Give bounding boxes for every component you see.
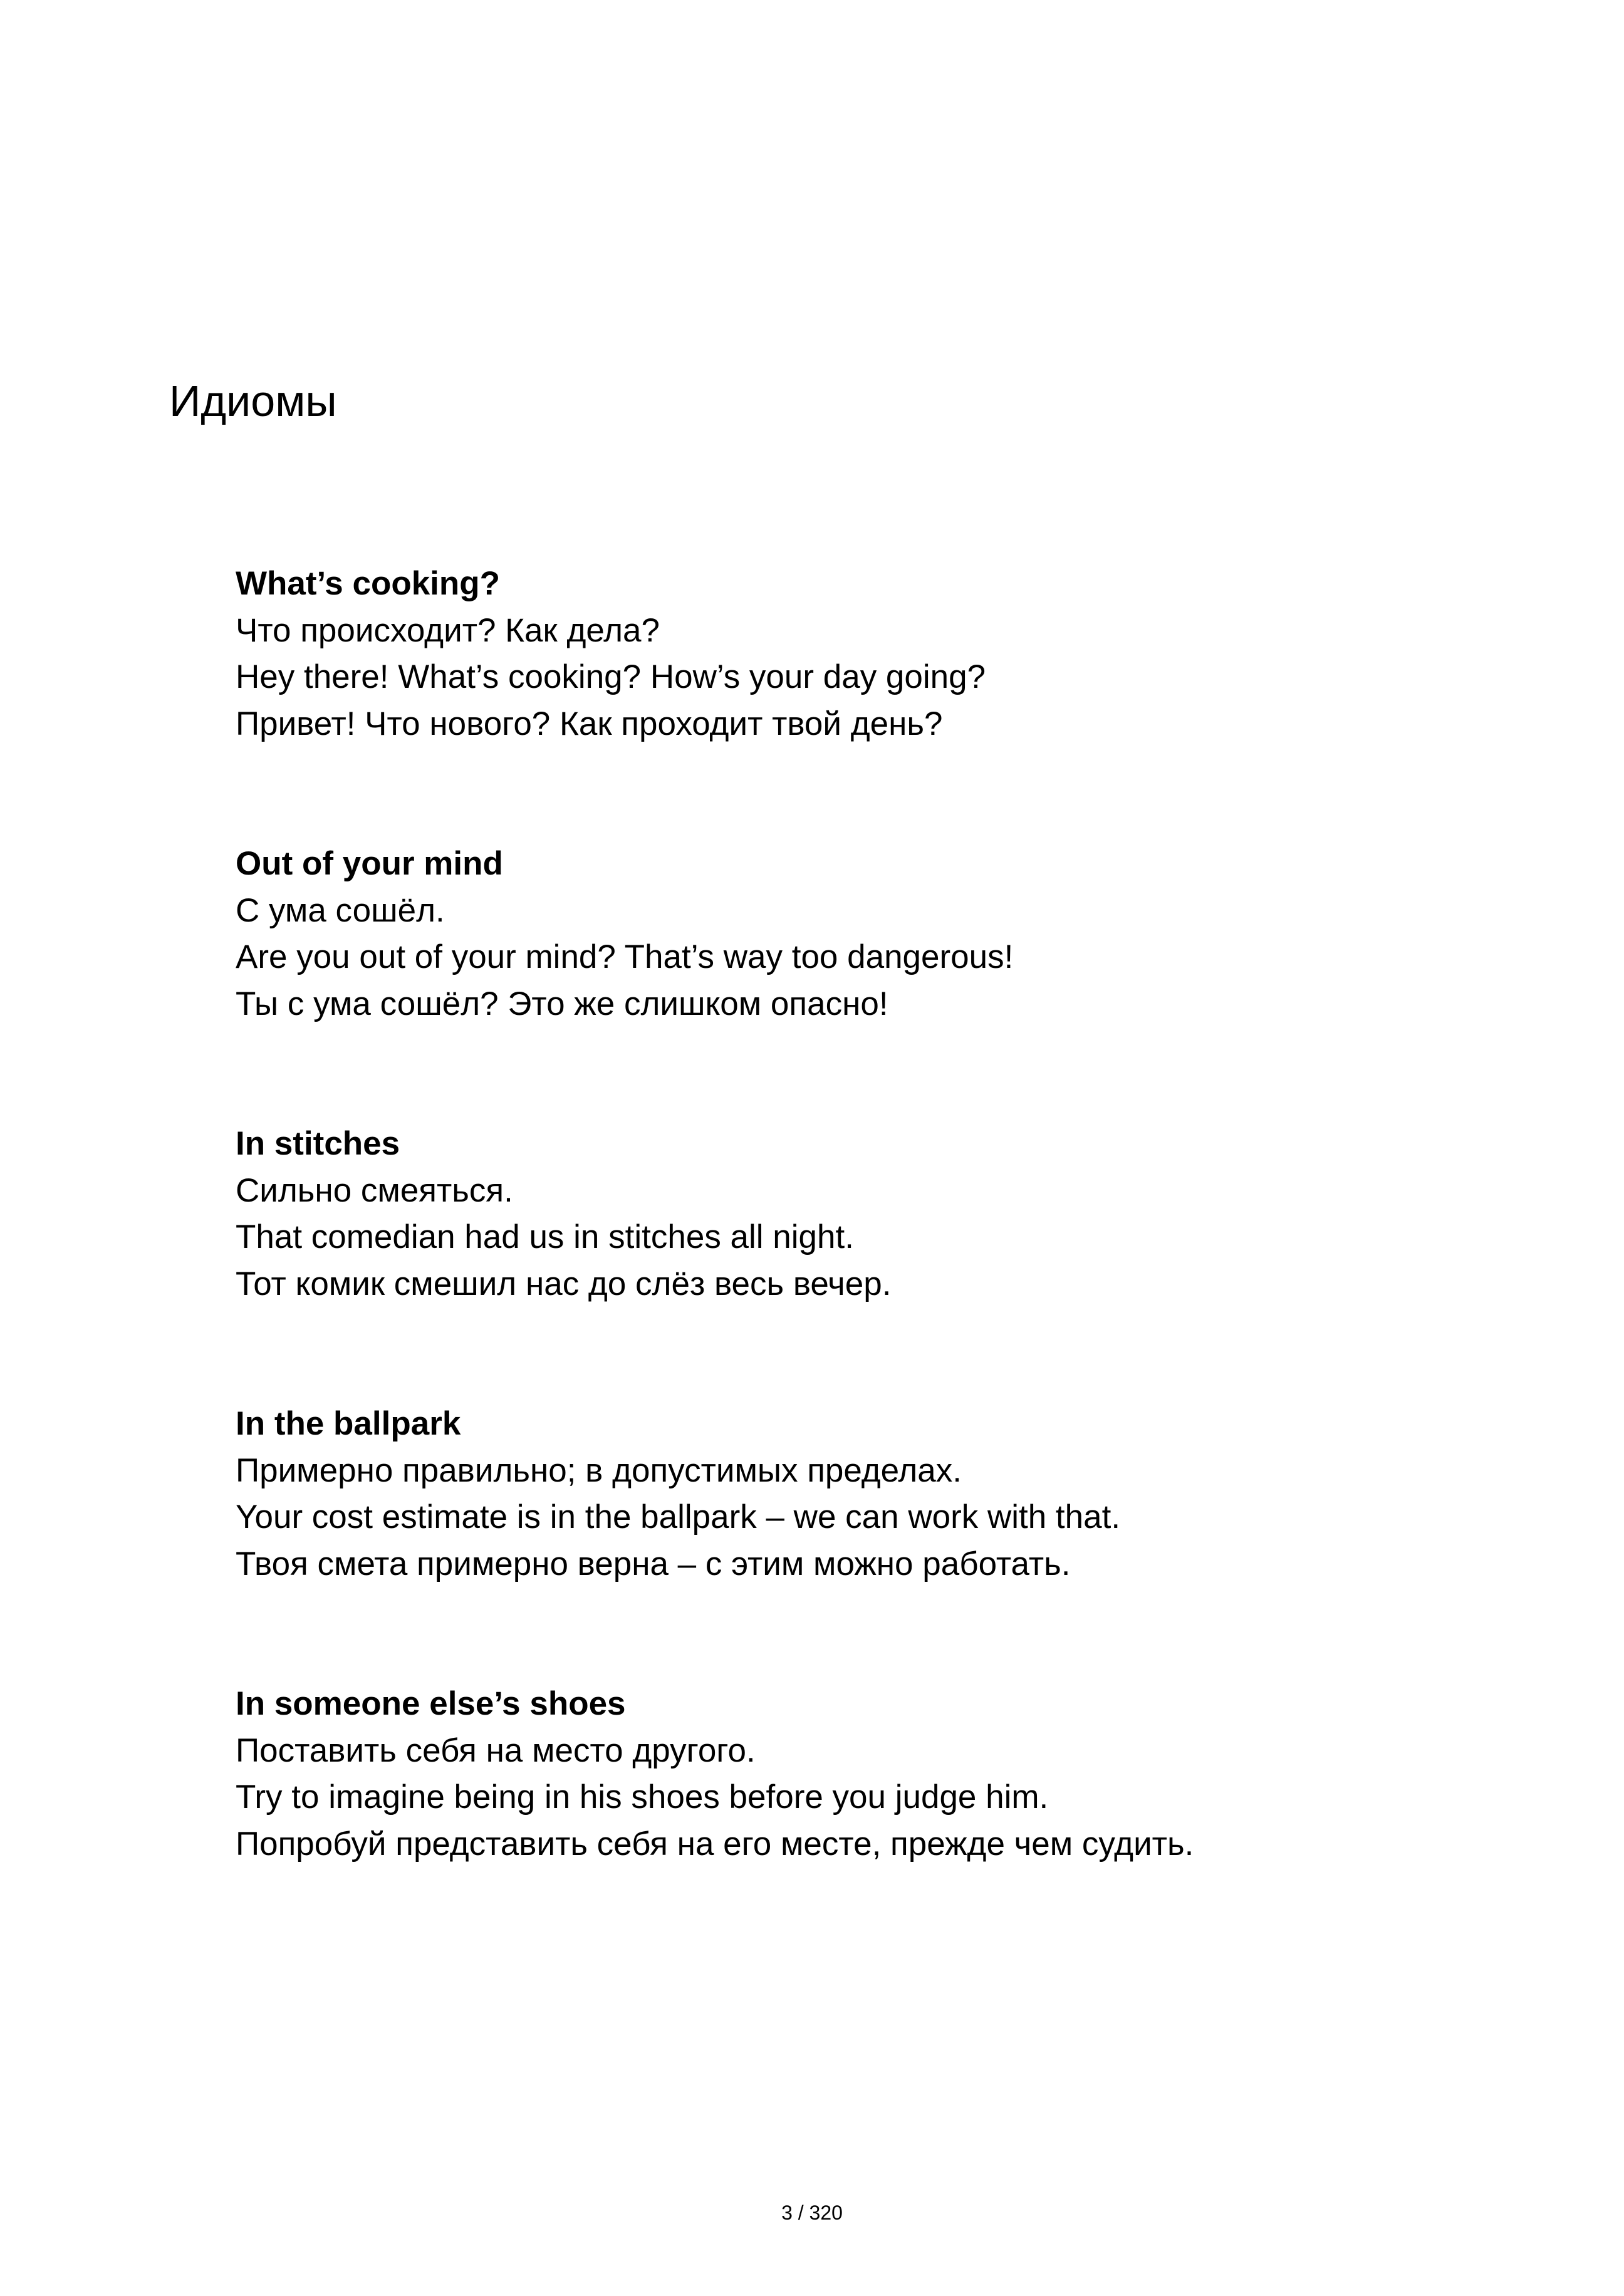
idiom-entry: [236, 1121, 1551, 1401]
idiom-example-en: That comedian had us in stitches all night.: [236, 1218, 854, 1255]
idiom-list: [236, 561, 1551, 1961]
idiom-example-ru: Тот комик смешил нас до слёз весь вечер.: [236, 1265, 892, 1302]
idiom-heading: What’s cooking?: [236, 565, 501, 602]
idiom-heading: In stitches: [236, 1125, 400, 1162]
idiom-meaning: Поставить себя на место другого.: [236, 1732, 756, 1769]
idiom-example-ru: Ты с ума сошёл? Это же слишком опасно!: [236, 985, 888, 1022]
idiom-heading: In someone else’s shoes: [236, 1685, 626, 1722]
idiom-example-ru: Твоя смета примерно верна – с этим можно работать.: [236, 1545, 1071, 1582]
idiom-example-en: Your cost estimate is in the ballpark – we can work with that.: [236, 1499, 1121, 1535]
idiom-example-ru: Привет! Что нового? Как проходит твой день?: [236, 705, 943, 742]
idiom-example-en: Try to imagine being in his shoes before you judge him.: [236, 1779, 1049, 1816]
idiom-meaning: Сильно смеяться.: [236, 1171, 513, 1209]
idiom-entry: [236, 1401, 1551, 1681]
page-title: Идиомы: [169, 377, 337, 425]
idiom-meaning: Что происходит? Как дела?: [236, 611, 660, 649]
idiom-meaning: С ума сошёл.: [236, 891, 445, 929]
idiom-heading: In the ballpark: [236, 1405, 461, 1442]
idiom-entry: [236, 1681, 1551, 1961]
page-number: 3 / 320: [781, 2201, 843, 2224]
idiom-example-en: Are you out of your mind? That’s way too dangerous!: [236, 938, 1014, 975]
idiom-entry: [236, 561, 1551, 841]
idiom-entry: [236, 841, 1551, 1121]
idiom-example-ru: Попробуй представить себя на его месте, прежде чем судить.: [236, 1825, 1194, 1862]
idiom-example-en: Hey there! What’s cooking? How’s your day going?: [236, 658, 986, 695]
idiom-heading: Out of your mind: [236, 845, 503, 882]
idiom-meaning: Примерно правильно; в допустимых пределах.: [236, 1452, 962, 1489]
